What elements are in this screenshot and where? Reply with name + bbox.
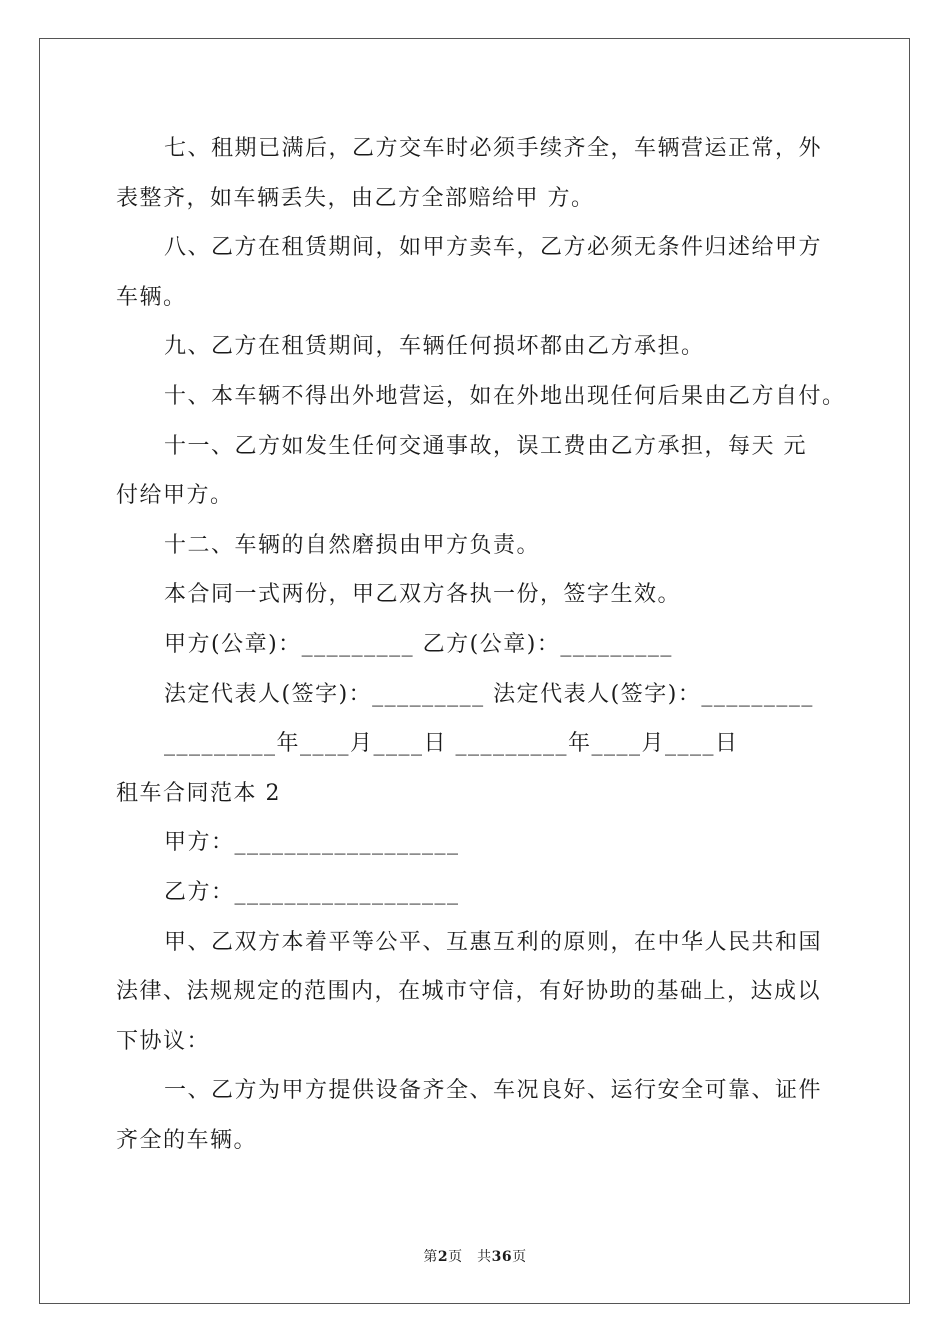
- paragraph-clause-12: 十二、车辆的自然磨损由甲方负责。: [164, 533, 541, 558]
- preamble-line-2: 法律、法规规定的范围内，在城市守信，有好协助的基础上，达成以: [116, 979, 822, 1004]
- footer-suffix: 页: [512, 1249, 527, 1265]
- preamble-line-1: 甲、乙双方本着平等公平、互惠互利的原则，在中华人民共和国: [164, 930, 823, 955]
- paragraph-clause-8-line-2: 车辆。: [116, 285, 187, 310]
- preamble-line-3: 下协议：: [116, 1029, 211, 1054]
- paragraph-copies: 本合同一式两份，甲乙双方各执一份，签字生效。: [164, 582, 682, 607]
- signature-date-line: _________年____月____日 _________年____月____日: [164, 731, 739, 756]
- paragraph-clause-9: 九、乙方在租赁期间，车辆任何损坏都由乙方承担。: [164, 334, 705, 359]
- footer-page-number: 2: [437, 1249, 449, 1265]
- footer-prefix: 第: [423, 1249, 438, 1265]
- signature-representative-line: 法定代表人(签字)：_________ 法定代表人(签字)：_________: [164, 682, 814, 707]
- page-footer: [0, 1248, 950, 1266]
- paragraph-clause-10: 十、本车辆不得出外地营运，如在外地出现任何后果由乙方自付。: [164, 384, 846, 409]
- footer-mid: 页 共: [448, 1249, 492, 1265]
- clause-1-line-2: 齐全的车辆。: [116, 1128, 258, 1153]
- paragraph-clause-7-line-1: 七、租期已满后，乙方交车时必须手续齐全，车辆营运正常，外: [164, 136, 823, 161]
- paragraph-clause-7-line-2: 表整齐，如车辆丢失，由乙方全部赔给甲 方。: [116, 186, 595, 211]
- page-border: [39, 38, 910, 1304]
- signature-seal-line: 甲方(公章)：_________ 乙方(公章)：_________: [164, 632, 673, 657]
- paragraph-clause-8-line-1: 八、乙方在租赁期间，如甲方卖车，乙方必须无条件归述给甲方: [164, 235, 823, 260]
- section-heading-template-2: 租车合同范本 2: [116, 781, 281, 806]
- paragraph-clause-11-line-1: 十一、乙方如发生任何交通事故，误工费由乙方承担，每天 元: [164, 434, 807, 459]
- clause-1-line-1: 一、乙方为甲方提供设备齐全、车况良好、运行安全可靠、证件: [164, 1078, 823, 1103]
- footer-total-pages: 36: [491, 1249, 513, 1265]
- party-a-line: 甲方：__________________: [164, 830, 460, 855]
- party-b-line: 乙方：__________________: [164, 880, 460, 905]
- paragraph-clause-11-line-2: 付给甲方。: [116, 483, 234, 508]
